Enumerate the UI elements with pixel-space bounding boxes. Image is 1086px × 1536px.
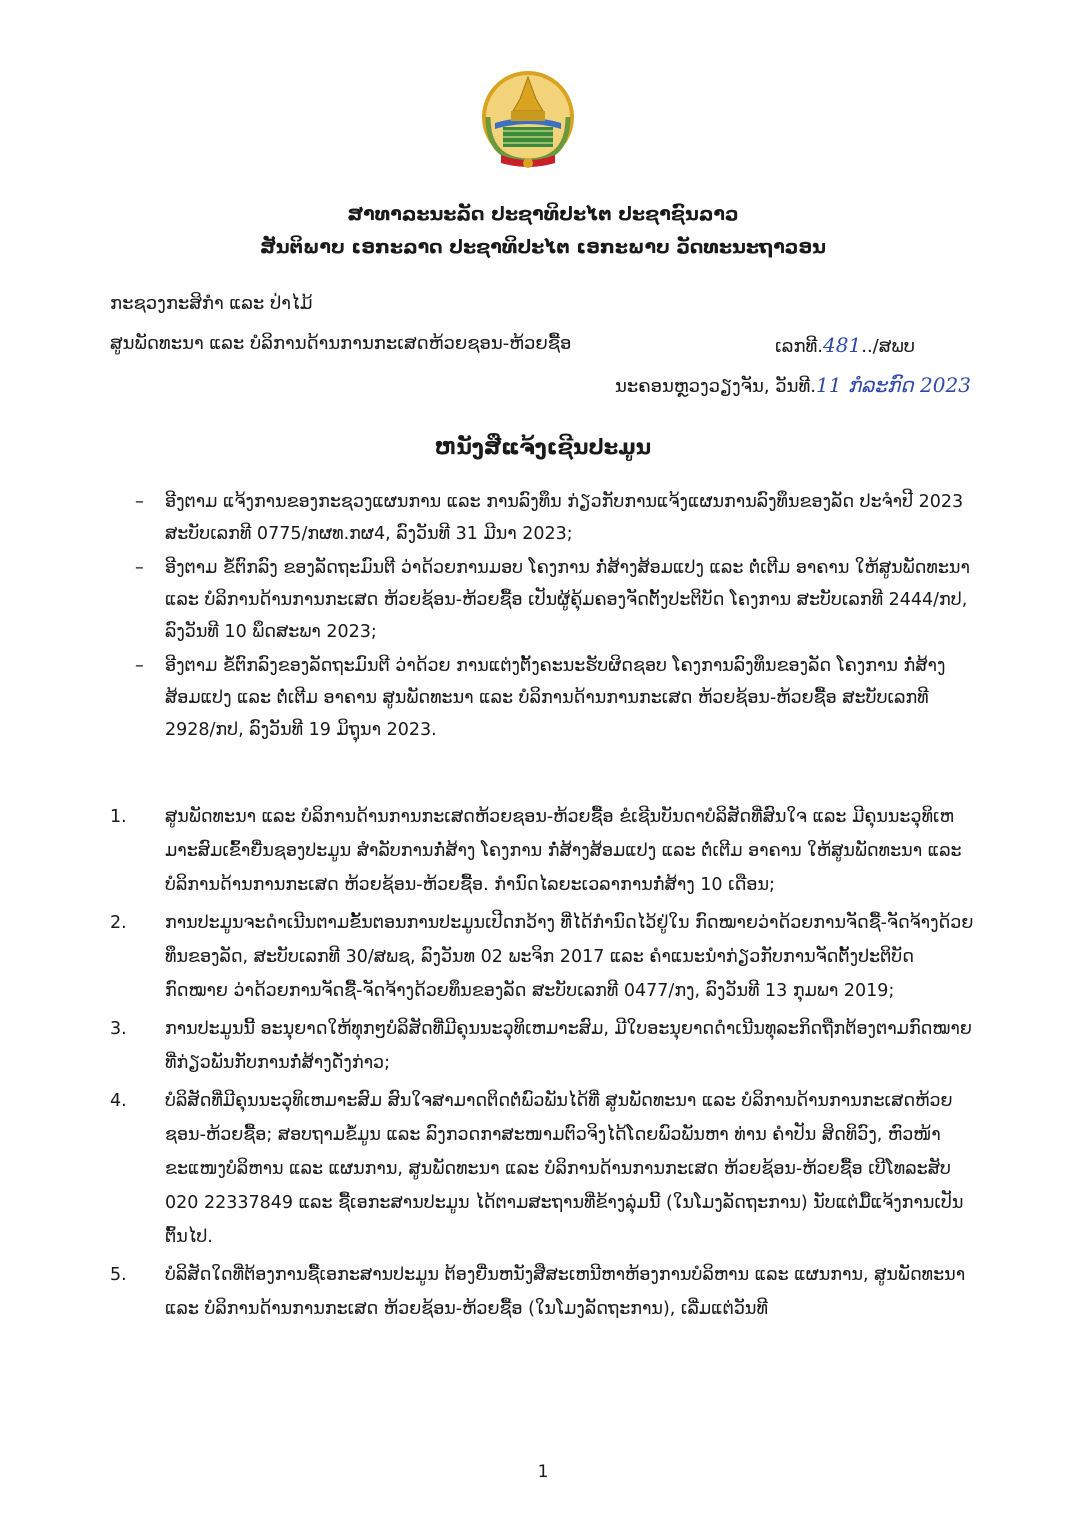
lao-national-emblem-icon xyxy=(473,65,583,173)
reference-item: – ອີງຕາມ ແຈ້ງການຂອງກະຊວງແຜນການ ແລະ ການລົງທຶນ ກ່ຽວກັບການແຈ້ງແຜນການລົງທຶນຂອງລັດ ປະຈຳປີ 2023 ສະບັບເລກທີ 0775/ກຜທ.ກຜ4, ລົງວັນທີ 31 ມີນາ 2023; xyxy=(135,492,964,544)
document-number xyxy=(775,333,915,357)
document-date-handwritten: 11 ກໍລະກົດ 2023 xyxy=(816,373,971,397)
item-text: ການປະມູນນີ້ ອະນຸຍາດໃຫ້ທຸກໆບໍລິສັດທີ່ມີຄຸນນະວຸທິເຫມາະສົມ, ມີໃບອະນຸຍາດດຳເນີນທຸລະກິດຖືກຕ້ອງຕາມກົດໝາຍທີ່ກ່ຽວພັນກັບການກໍ່ສ້າງດັ່ງກ່າວ; xyxy=(165,1019,972,1073)
document-number-handwritten: 481 xyxy=(823,333,862,357)
reference-list xyxy=(135,486,975,748)
reference-item: – ອີງຕາມ ຂໍ້ຕົກລົງຂອງລັດຖະມົນຕີ ວ່າດ້ວຍ ການແຕ່ງຕັ້ງຄະນະຮັບຜິດຊອບ ໂຄງການລົງທຶນຂອງລັດ ໂຄງການ ກໍ່ສ້າງສ້ອມແປງ ແລະ ຕໍ່ເຕີມ ອາຄານ ສູນພັດທະນາ ແລະ ບໍລິການດ້ານການກະເສດ ຫ້ວຍຊ້ອນ-ຫ້ວຍຊື້ອ ສະບັບເລກທີ 2928/ກປ, ລົງວັນທີ 19 ມິຖຸນາ 2023. xyxy=(135,656,946,740)
item-text: ການປະມູນຈະດຳເນີນຕາມຂັ້ນຕອນການປະມູນເປີດກວ້າງ ທີ່ໄດ້ກຳນົດໄວ້ຢູ່ໃນ ກົດໝາຍວ່າດ້ວຍການຈັດຊື້-ຈັດຈ້າງດ້ວຍທຶນຂອງລັດ, ສະບັບເລກທີ 30/ສພຊ, ລົງວັນທ 02 ພະຈິກ 2017 ແລະ ຄຳແນະນຳກ່ຽວກັບການຈັດຕັ້ງປະຕິບັດກົດໝາຍ ວ່າດ້ວຍການຈັດຊື້-ຈັດຈ້າງດ້ວຍທຶນຂອງລັດ ສະບັບເລກທີ 0477/ກງ, ລົງວັນທີ 13 ກຸມພາ 2019; xyxy=(165,913,974,1001)
numbered-item xyxy=(110,1084,975,1254)
country-name-header: ສາທາລະນະລັດ ປະຊາທິປະໄຕ ປະຊາຊົນລາວ xyxy=(347,203,739,225)
ministry-name: ກະຊວງກະສິກຳ ແລະ ປ່າໄມ້ xyxy=(110,293,313,314)
document-title: ຫນັງສືແຈ້ງເຊີນປະມູນ xyxy=(434,435,652,459)
center-name: ສູນພັດທະນາ ແລະ ບໍລິການດ້ານການກະເສດຫ້ວຍຊອນ-ຫ້ວຍຊື້ອ xyxy=(110,333,572,354)
item-number: 1. xyxy=(110,807,127,827)
item-number: 4. xyxy=(110,1091,127,1111)
page-number: 1 xyxy=(537,1462,549,1482)
item-text: ບໍລິສັດໃດທີ່ຕ້ອງການຊື້ເອກະສານປະມູນ ຕ້ອງຍື່ນຫນັງສືສະເຫນີຫາຫ້ອງການບໍລິຫານ ແລະ ແຜນການ, ສູນພັດທະນາ ແລະ ບໍລິການດ້ານການກະເສດ ຫ້ວຍຊ້ອນ-ຫ້ວຍຊື້ອ (ໃນໂມງລັດຖະການ), ເລີ່ມແຕ່ວັນທີ xyxy=(165,1265,966,1319)
reference-text: ອີງຕາມ ຂໍ້ຕົກລົງ ຂອງລັດຖະມົນຕີ ວ່າດ້ວຍການມອບ ໂຄງການ ກໍ່ສ້າງສ້ອມແປງ ແລະ ຕໍ່ເຕີມ ອາຄານ ໃຫ້ສູນພັດທະນາ ແລະ ບໍລິການດ້ານການກະເສດ ຫ້ວຍຊ້ອນ-ຫ້ວຍຊື້ອ ເປັນຜູ້ຄຸ້ມຄອງຈັດຕັ້ງປະຕິບັດ ໂຄງການ ສະບັບເລກທີ 2444/ກປ, ລົງວັນທີ 10 ພຶດສະພາ 2023; xyxy=(165,558,970,642)
numbered-item xyxy=(110,800,975,902)
reference-text: ອີງຕາມ ແຈ້ງການຂອງກະຊວງແຜນການ ແລະ ການລົງທຶນ ກ່ຽວກັບການແຈ້ງແຜນການລົງທຶນຂອງລັດ ປະຈຳປີ 2023 ສະບັບເລກທີ 0775/ກຜທ.ກຜ4, ລົງວັນທີ 31 ມີນາ 2023; xyxy=(165,492,964,544)
item-number: 2. xyxy=(110,913,127,933)
item-number: 3. xyxy=(110,1019,127,1039)
national-motto-header: ສັນຕິພາບ ເອກະລາດ ປະຊາທິປະໄຕ ເອກະພາບ ວັດທະນະຖາວອນ xyxy=(260,236,826,258)
numbered-item-list xyxy=(110,800,975,1330)
item-number: 5. xyxy=(110,1265,127,1285)
numbered-item xyxy=(110,1258,975,1326)
numbered-item xyxy=(110,1012,975,1080)
reference-text: ອີງຕາມ ຂໍ້ຕົກລົງຂອງລັດຖະມົນຕີ ວ່າດ້ວຍ ການແຕ່ງຕັ້ງຄະນະຮັບຜິດຊອບ ໂຄງການລົງທຶນຂອງລັດ ໂຄງການ ກໍ່ສ້າງສ້ອມແປງ ແລະ ຕໍ່ເຕີມ ອາຄານ ສູນພັດທະນາ ແລະ ບໍລິການດ້ານການກະເສດ ຫ້ວຍຊ້ອນ-ຫ້ວຍຊື້ອ ສະບັບເລກທີ 2928/ກປ, ລົງວັນທີ 19 ມິຖຸນາ 2023. xyxy=(165,656,946,740)
item-text: ບໍລິສັດທີ່ມີຄຸນນະວຸທິເຫມາະສົມ ສົນໃຈສາມາດຕິດຕໍ່ພົວພັນໄດ້ທີ່ ສູນພັດທະນາ ແລະ ບໍລິການດ້ານການກະເສດຫ້ວຍຊອນ-ຫ້ວຍຊື້ອ; ສອບຖາມຂໍ້ມູນ ແລະ ລົງກວດກາສະໜາມຕົວຈິງໄດ້ໂດຍພົວພັນຫາ ທ່ານ ຄຳປັນ ສິດທິວົງ, ຫົວໜ້າຂະແໜງບໍລິຫານ ແລະ ແຜນການ, ສູນພັດທະນາ ແລະ ບໍລິການດ້ານການກະເສດ ຫ້ວຍຊ້ອນ-ຫ້ວຍຊື້ອ ເບີໂທລະສັບ 020 22337849 ແລະ ຊື້ເອກະສານປະມູນ ໄດ້ຕາມສະຖານທີ່ຂ້າງລຸ່ມນີ້ (ໃນໂມງລັດຖະການ) ນັບແຕ່ມື້ແຈ້ງການເປັນຕົ້ນໄປ. xyxy=(165,1091,964,1247)
document-date xyxy=(615,373,971,397)
document-number-suffix: ../ສພບ xyxy=(861,336,915,357)
document-number-prefix: ເລກທີ. xyxy=(775,336,824,357)
reference-item: – ອີງຕາມ ຂໍ້ຕົກລົງ ຂອງລັດຖະມົນຕີ ວ່າດ້ວຍການມອບ ໂຄງການ ກໍ່ສ້າງສ້ອມແປງ ແລະ ຕໍ່ເຕີມ ອາຄານ ໃຫ້ສູນພັດທະນາ ແລະ ບໍລິການດ້ານການກະເສດ ຫ້ວຍຊ້ອນ-ຫ້ວຍຊື້ອ ເປັນຜູ້ຄຸ້ມຄອງຈັດຕັ້ງປະຕິບັດ ໂຄງການ ສະບັບເລກທີ 2444/ກປ, ລົງວັນທີ 10 ພຶດສະພາ 2023; xyxy=(135,558,970,642)
document-date-prefix: ນະຄອນຫຼວງວຽງຈັນ, ວັນທີ. xyxy=(615,376,817,397)
item-text: ສູນພັດທະນາ ແລະ ບໍລິການດ້ານການກະເສດຫ້ວຍຊອນ-ຫ້ວຍຊື້ອ ຂໍເຊີນບັນດາບໍລິສັດທີ່ສົນໃຈ ແລະ ມີຄຸນນະວຸທິເຫມາະສົມເຂົ້າຍື່ນຊອງປະມູນ ສຳລັບການກໍ່ສ້າງ ໂຄງການ ກໍ່ສ້າງສ້ອມແປງ ແລະ ຕໍ່ເຕີມ ອາຄານ ໃຫ້ສູນພັດທະນາ ແລະ ບໍລິການດ້ານການກະເສດ ຫ້ວຍຊ້ອນ-ຫ້ວຍຊື້ອ. ກຳນົດໄລຍະເວລາການກໍ່ສ້າງ 10 ເດືອນ; xyxy=(165,807,962,895)
numbered-item xyxy=(110,906,975,1008)
